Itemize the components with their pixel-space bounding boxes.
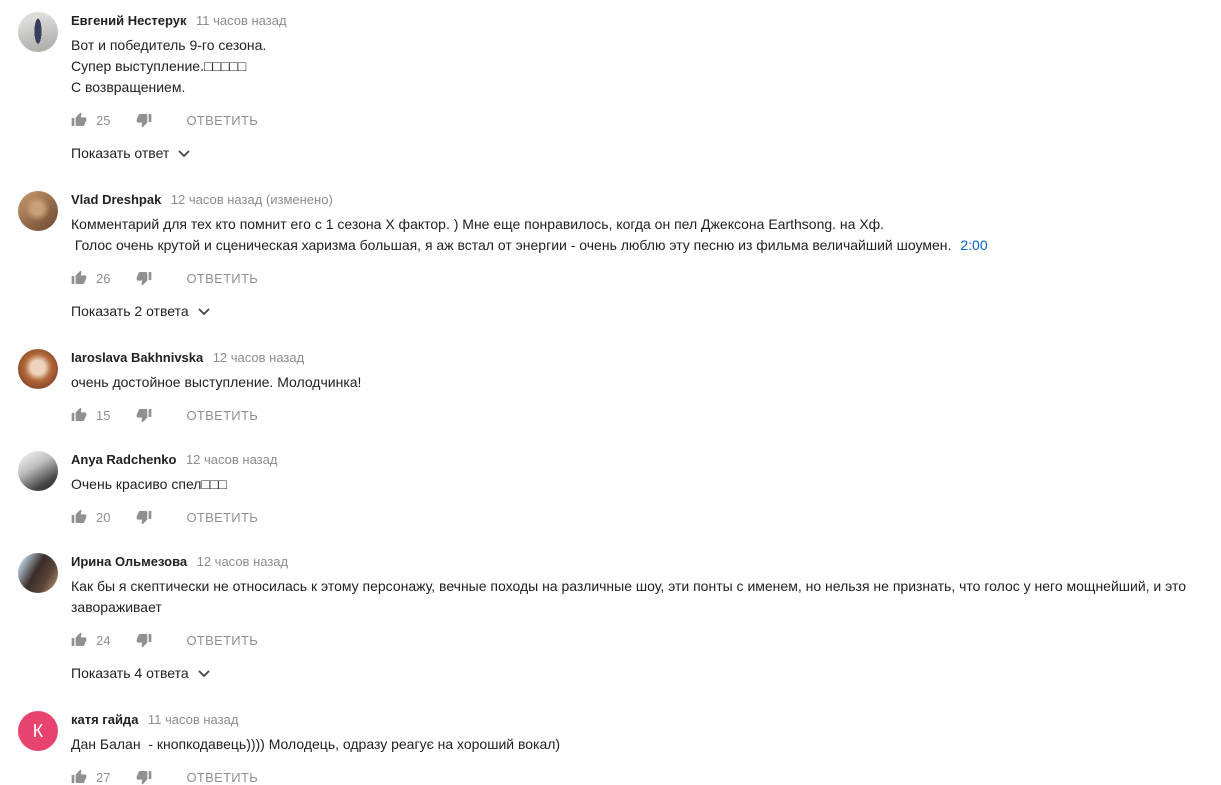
action-bar	[71, 270, 1205, 286]
comment-header	[71, 553, 1205, 571]
show-replies-label: Показать 4 ответа	[71, 665, 189, 681]
comment-text	[71, 214, 1205, 256]
like-button[interactable]	[71, 407, 87, 423]
show-replies-button[interactable]	[71, 145, 190, 161]
comment	[18, 12, 1205, 163]
comment-line: Комментарий для тех кто помнит его с 1 сезона Х фактор. ) Мне еще понравилось, когда он пел Джексона Earthsong. на Хф.	[71, 216, 885, 232]
avatar[interactable]	[18, 711, 58, 751]
like-count: 15	[96, 407, 111, 423]
author-name[interactable]: Vlad Dreshpak	[71, 192, 162, 207]
author-name[interactable]: катя гайда	[71, 712, 139, 727]
dislike-button[interactable]	[136, 769, 152, 785]
comment-text	[71, 734, 1205, 755]
reply-button[interactable]: ОТВЕТИТЬ	[186, 509, 259, 525]
show-replies-label: Показать 2 ответа	[71, 303, 189, 319]
thumb-down-icon	[136, 270, 152, 286]
author-name[interactable]: Iaroslava Bakhnivska	[71, 350, 204, 365]
comment-header	[71, 711, 1205, 729]
avatar[interactable]	[18, 451, 58, 491]
like-button[interactable]	[71, 112, 87, 128]
comment-line: очень достойное выступление. Молодчинка!	[71, 374, 362, 390]
comment-text	[71, 35, 1205, 98]
comment-header	[71, 451, 1205, 469]
comment-time[interactable]: 11 часов назад	[196, 13, 287, 28]
thumb-up-icon	[71, 509, 87, 525]
comment-time[interactable]: 12 часов назад (изменено)	[170, 192, 333, 207]
reply-button[interactable]: ОТВЕТИТЬ	[186, 632, 259, 648]
like-button[interactable]	[71, 509, 87, 525]
avatar[interactable]	[18, 12, 58, 52]
thumb-up-icon	[71, 270, 87, 286]
comment	[18, 349, 1205, 423]
comment-time[interactable]: 11 часов назад	[147, 712, 239, 727]
thumb-down-icon	[136, 632, 152, 648]
reply-button[interactable]: ОТВЕТИТЬ	[186, 112, 259, 128]
comment-text	[71, 372, 1205, 393]
action-bar	[71, 509, 1205, 525]
comment-header	[71, 349, 1205, 367]
like-count: 27	[96, 769, 111, 785]
comment-text	[71, 474, 1205, 495]
comment	[18, 553, 1205, 683]
action-bar	[71, 407, 1205, 423]
comment-body	[71, 349, 1205, 423]
like-count: 26	[96, 270, 111, 286]
comment-line: С возвращением.	[71, 79, 186, 95]
dislike-button[interactable]	[136, 112, 152, 128]
show-replies-button[interactable]	[71, 665, 210, 681]
reply-button[interactable]: ОТВЕТИТЬ	[186, 270, 259, 286]
thumb-down-icon	[136, 769, 152, 785]
like-count: 25	[96, 112, 111, 128]
thumb-up-icon	[71, 407, 87, 423]
comment-line: Дан Балан - кнопкодавець)))) Молодець, одразу реагує на хороший вокал)	[71, 736, 561, 752]
comment-time[interactable]: 12 часов назад	[212, 350, 305, 365]
author-name[interactable]: Евгений Нестерук	[71, 13, 187, 28]
comment	[18, 451, 1205, 525]
dislike-button[interactable]	[136, 632, 152, 648]
comment-body	[71, 12, 1205, 163]
comment-body	[71, 451, 1205, 525]
chevron-down-icon	[178, 148, 190, 158]
comment-line: Как бы я скептически не относилась к этому персонажу, вечные походы на различные шоу, эти понты с именем, но нельзя не признать, что голос у него мощнейший, и это завораживает	[71, 578, 1190, 615]
comment-line	[71, 235, 1205, 256]
comment-line: Очень красиво спел□□□	[71, 476, 227, 492]
action-bar	[71, 112, 1205, 128]
avatar[interactable]	[18, 191, 58, 231]
show-replies-button[interactable]	[71, 303, 210, 319]
reply-button[interactable]: ОТВЕТИТЬ	[186, 769, 259, 785]
comment-line: Супер выступление.□□□□□	[71, 58, 247, 74]
thumb-down-icon	[136, 407, 152, 423]
action-bar	[71, 632, 1205, 648]
thumb-down-icon	[136, 509, 152, 525]
author-name[interactable]: Ирина Ольмезова	[71, 554, 188, 569]
comment-line: Вот и победитель 9-го сезона.	[71, 37, 267, 53]
comment	[18, 711, 1205, 785]
dislike-button[interactable]	[136, 509, 152, 525]
like-button[interactable]	[71, 769, 87, 785]
thumb-up-icon	[71, 632, 87, 648]
author-name[interactable]: Anya Radchenko	[71, 452, 177, 467]
comment-body	[71, 191, 1205, 321]
like-button[interactable]	[71, 270, 87, 286]
comment-time[interactable]: 12 часов назад	[185, 452, 278, 467]
comment	[18, 191, 1205, 321]
thumb-down-icon	[136, 112, 152, 128]
comment-body	[71, 711, 1205, 785]
comment-header	[71, 12, 1205, 30]
show-replies-label: Показать ответ	[71, 145, 170, 161]
comment-text	[71, 576, 1205, 618]
avatar[interactable]	[18, 553, 58, 593]
avatar-initial: К	[32, 721, 44, 741]
comment-time[interactable]: 12 часов назад	[196, 554, 289, 569]
dislike-button[interactable]	[136, 270, 152, 286]
avatar[interactable]	[18, 349, 58, 389]
like-button[interactable]	[71, 632, 87, 648]
reply-button[interactable]: ОТВЕТИТЬ	[186, 407, 259, 423]
chevron-down-icon	[198, 668, 210, 678]
comment-body	[71, 553, 1205, 683]
like-count: 20	[96, 509, 111, 525]
like-count: 24	[96, 632, 111, 648]
action-bar	[71, 769, 1205, 785]
chevron-down-icon	[198, 306, 210, 316]
comment-line-text: Голос очень крутой и сценическая харизма большая, я аж встал от энергии - очень люблю эту песню из фильма величайший шоумен.	[71, 237, 952, 253]
timestamp-link[interactable]: 2:00	[960, 237, 988, 253]
thumb-up-icon	[71, 112, 87, 128]
thumb-up-icon	[71, 769, 87, 785]
comment-header	[71, 191, 1205, 209]
dislike-button[interactable]	[136, 407, 152, 423]
